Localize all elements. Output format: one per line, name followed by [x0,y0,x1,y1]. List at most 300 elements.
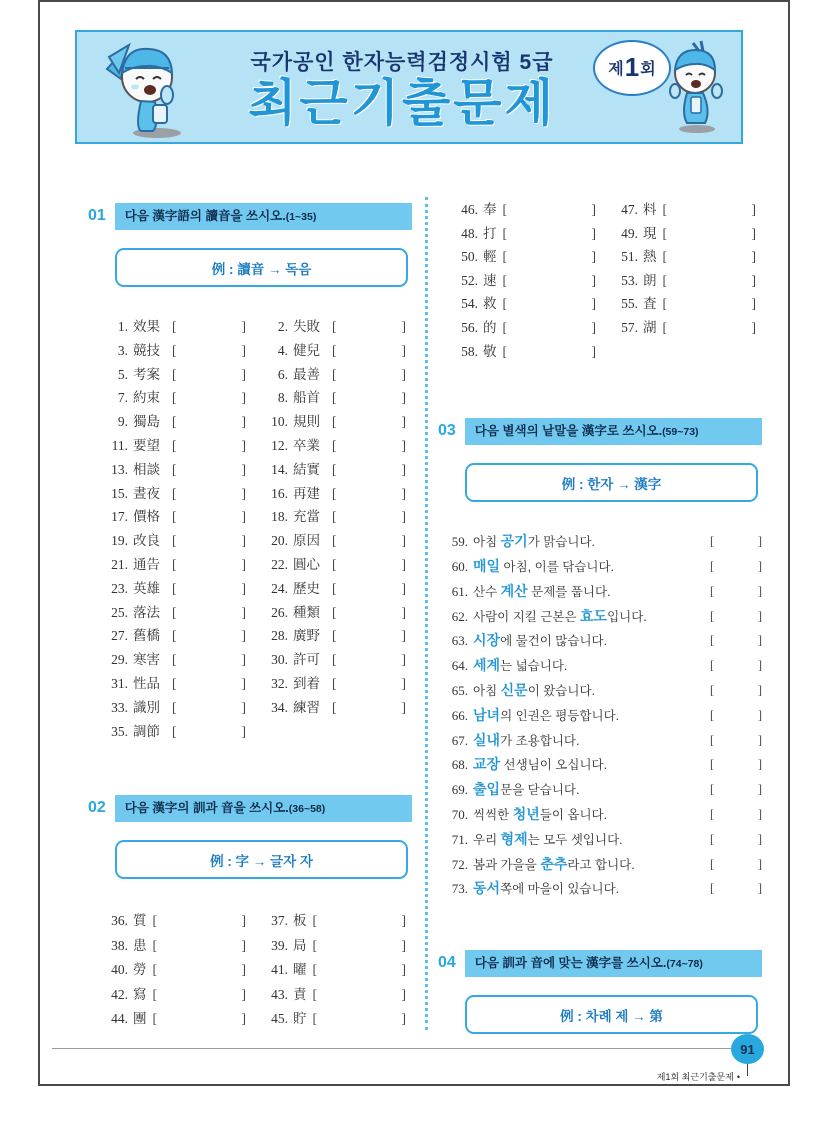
question-item [262,934,412,959]
sentence-text [473,753,710,778]
question-item [262,315,412,339]
question-number: 37. [271,913,288,929]
question-number: 35. [111,723,128,739]
question-number: 31. [111,675,128,691]
answer-brackets [172,363,246,387]
question-number: 18. [271,509,288,525]
sentence-item [444,803,762,828]
question-number: 34. [271,699,288,715]
answer-brackets [172,410,246,434]
answer-brackets [710,605,762,630]
hanja-char: 患 [133,937,147,953]
bracket-close: ] [241,580,246,596]
bracket-open: [ [332,461,337,477]
bracket-open: [ [710,633,715,648]
bracket-open: [ [710,608,715,623]
bracket-open: [ [710,583,715,598]
bracket-close: ] [241,1011,246,1027]
hanja-char: 曜 [293,962,307,978]
sentence-post: 들이 옵니다. [539,807,608,822]
footer-rule [52,1048,734,1049]
answer-brackets [332,648,406,672]
question-item [452,269,602,293]
bracket-open: [ [662,296,667,312]
sentence-post: 문을 닫습니다. [500,783,580,798]
question-number: 51. [621,249,638,265]
bracket-close: ] [241,390,246,406]
sentence-post: 가 조용합니다. [500,733,580,748]
answer-brackets [172,339,246,363]
question-number: 25. [111,604,128,620]
bracket-open: [ [332,652,337,668]
question-number: 47. [621,202,638,217]
bracket-open: [ [332,699,337,715]
section-01-header [88,203,412,230]
answer-brackets [332,386,406,410]
bracket-close: ] [241,699,246,715]
hanja-word: 英雄 [133,580,160,596]
bracket-close: ] [591,272,596,288]
sentence-post: 가 맑습니다. [527,535,596,550]
answer-brackets [710,654,762,679]
hanja-word: 落法 [133,604,160,620]
sentence-item [444,580,762,605]
question-number: 44. [111,1011,128,1027]
question-number: 9. [117,414,128,430]
hanja-word: 規則 [293,414,320,430]
question-item [262,458,412,482]
question-number: 57. [621,319,638,335]
sentence-post: 는 넓습니다. [500,659,568,674]
bracket-close: ] [751,202,756,217]
bracket-close: ] [757,856,762,871]
round-badge-number: 1 [624,52,640,82]
question-number: 16. [271,485,288,501]
bracket-open: [ [172,604,177,620]
bracket-close: ] [757,757,762,772]
sentence-pre: 씩씩한 [473,807,513,822]
highlighted-word: 교장 [473,756,501,773]
bracket-open: [ [332,437,337,453]
bracket-open: [ [332,366,337,382]
question-number: 54. [461,296,478,312]
question-item [102,577,252,601]
section-03-header [438,418,762,445]
sentence-text [473,654,710,679]
question-number: 3. [117,342,128,358]
right-column [438,195,762,1034]
bracket-open: [ [502,343,507,359]
question-item [452,222,602,246]
answer-brackets [172,672,246,696]
answer-brackets [503,316,597,340]
sentence-pre: 봄과 가을을 [473,857,541,872]
answer-brackets [332,553,406,577]
question-number: 39. [271,937,288,953]
bracket-close: ] [401,913,406,929]
question-item [102,1007,252,1032]
bracket-open: [ [172,461,177,477]
hanja-word: 練習 [293,699,320,715]
hanja-word: 健兒 [293,342,320,358]
question-number: 42. [111,986,128,1002]
answer-brackets [172,696,246,720]
question-number: 30. [271,652,288,668]
bracket-close: ] [401,1011,406,1027]
question-item [102,909,252,934]
bracket-open: [ [710,831,715,846]
bracket-close: ] [757,534,762,549]
answer-brackets [710,828,762,853]
bracket-close: ] [241,937,246,953]
bracket-open: [ [152,1011,157,1027]
question-number: 20. [271,533,288,549]
question-number: 15. [111,485,128,501]
sentence-post: 이 왔습니다. [527,683,596,698]
hanja-word: 性品 [133,675,160,691]
bracket-close: ] [401,937,406,953]
highlighted-word: 춘추 [540,855,568,872]
highlighted-word: 형제 [500,830,528,847]
bracket-open: [ [172,580,177,596]
bracket-close: ] [401,390,406,406]
bracket-open: [ [172,723,177,739]
question-list-1-35 [102,315,412,743]
hanja-char: 現 [643,225,657,241]
question-item [102,648,252,672]
question-item [262,434,412,458]
question-list-46-58 [452,198,762,363]
answer-brackets [153,909,247,934]
bracket-open: [ [710,558,715,573]
bracket-close: ] [241,913,246,929]
question-number: 69. [451,782,468,798]
bracket-open: [ [662,249,667,265]
sentence-item [444,605,762,630]
hanja-word: 舊橋 [133,628,160,644]
hanja-char: 寫 [133,986,147,1002]
bracket-open: [ [172,533,177,549]
question-number: 23. [111,580,128,596]
answer-brackets [332,624,406,648]
answer-brackets [710,753,762,778]
mascot-boy-left-icon [95,35,205,139]
bracket-open: [ [172,556,177,572]
section-04-title: 다음 訓과 音에 맞는 漢字를 쓰시오. [474,956,667,971]
answer-brackets [153,983,247,1008]
section-01-title-bar [115,203,412,230]
sentence-post: 라고 합니다. [567,857,635,872]
hanja-word: 結實 [293,461,320,477]
bracket-open: [ [332,580,337,596]
bracket-open: [ [172,675,177,691]
bracket-open: [ [172,414,177,430]
section-04-header [438,950,762,977]
question-number: 14. [271,461,288,477]
sentence-post: 입니다. [607,609,647,624]
hanja-char: 打 [483,225,497,241]
bracket-open: [ [172,628,177,644]
answer-brackets [332,672,406,696]
bracket-close: ] [757,633,762,648]
bracket-close: ] [241,437,246,453]
round-badge [593,40,671,96]
answer-brackets [172,458,246,482]
answer-brackets [313,1007,407,1032]
bracket-close: ] [241,461,246,477]
answer-brackets [172,386,246,410]
hanja-word: 效果 [133,319,160,334]
answer-brackets [710,877,762,902]
hanja-word: 船首 [293,390,320,406]
mascot-boy-right-icon [659,39,731,135]
section-03-number: 03 [438,422,456,440]
sentence-item [444,877,762,902]
sentence-text [473,580,710,605]
answer-brackets [503,292,597,316]
answer-brackets [663,292,757,316]
section-02-title-bar [115,795,412,822]
bracket-close: ] [751,296,756,312]
question-number: 60. [451,558,468,574]
answer-brackets [332,601,406,625]
bracket-open: [ [662,319,667,335]
hanja-char: 質 [133,913,147,929]
bracket-open: [ [312,937,317,953]
question-item [612,269,762,293]
sentence-post: 쪽에 마을이 있습니다. [500,882,620,897]
bracket-close: ] [401,962,406,978]
hanja-word: 要望 [133,437,160,453]
banner-text-block [205,46,659,129]
bracket-open: [ [332,414,337,430]
answer-brackets [172,315,246,339]
question-number: 5. [117,366,128,382]
question-number: 61. [451,583,468,599]
question-number: 48. [461,225,478,241]
question-number: 59. [451,534,468,550]
sentence-text [473,803,710,828]
hanja-char: 的 [483,319,497,335]
bracket-close: ] [241,675,246,691]
bracket-close: ] [401,509,406,525]
round-badge-pre: 제 [608,61,624,78]
answer-brackets [503,245,597,269]
bracket-close: ] [241,628,246,644]
section-03-range: (59~73) [662,426,699,439]
question-item [262,696,412,720]
bracket-open: [ [172,485,177,501]
question-number: 6. [277,366,288,382]
hanja-word: 許可 [293,652,320,668]
column-divider [425,197,428,1030]
question-item [102,434,252,458]
bracket-open: [ [152,937,157,953]
answer-brackets [663,198,757,222]
answer-brackets [153,1007,247,1032]
sentence-item [444,778,762,803]
answer-brackets [313,983,407,1008]
section-02-title: 다음 漢字의 訓과 音을 쓰시오. [124,801,289,816]
question-item [262,339,412,363]
answer-brackets [313,909,407,934]
highlighted-word: 공기 [500,533,528,550]
answer-brackets [153,934,247,959]
answer-brackets [503,269,597,293]
answer-brackets [172,577,246,601]
bracket-open: [ [662,225,667,241]
answer-brackets [172,505,246,529]
sentence-post: 의 인권은 평등합니다. [500,708,620,723]
bracket-close: ] [241,509,246,525]
question-number: 41. [271,962,288,978]
section-01-title: 다음 漢字語의 讀音을 쓰시오. [124,209,286,223]
question-item [262,386,412,410]
answer-brackets [710,580,762,605]
bracket-close: ] [401,699,406,715]
bracket-close: ] [757,682,762,697]
page-footer [52,1034,764,1084]
answer-brackets [332,315,406,339]
hanja-word: 再建 [293,485,320,501]
question-item [452,245,602,269]
bracket-open: [ [172,366,177,382]
question-item [262,909,412,934]
answer-brackets [172,529,246,553]
question-number: 53. [621,272,638,288]
bracket-close: ] [757,707,762,722]
hanja-word: 失敗 [293,319,320,334]
bracket-close: ] [241,652,246,668]
bracket-open: [ [172,437,177,453]
question-item [102,624,252,648]
question-number: 67. [451,732,468,748]
bracket-open: [ [710,782,715,797]
answer-brackets [710,853,762,878]
question-number: 71. [451,831,468,847]
hanja-word: 調節 [133,723,160,739]
bracket-open: [ [172,509,177,525]
hanja-word: 到着 [293,675,320,691]
hanja-word: 通告 [133,556,160,572]
hanja-char: 板 [293,913,307,929]
bracket-close: ] [591,343,596,359]
bracket-close: ] [401,628,406,644]
question-number: 27. [111,628,128,644]
highlighted-word: 출입 [473,781,501,798]
question-number: 8. [277,390,288,406]
answer-brackets [503,340,597,364]
bracket-open: [ [312,913,317,929]
sentence-text [473,704,710,729]
question-item [612,198,762,222]
question-item [262,553,412,577]
hanja-word: 充當 [293,509,320,525]
hanja-word: 圓心 [293,556,320,572]
hanja-word: 識別 [133,699,160,715]
hanja-word: 歷史 [293,580,320,596]
hanja-char: 奉 [483,202,497,217]
hanja-word: 最善 [293,366,320,382]
answer-brackets [172,553,246,577]
question-number: 28. [271,628,288,644]
sentence-text [473,629,710,654]
question-item [102,482,252,506]
question-number: 40. [111,962,128,978]
section-02-range: (36~58) [288,803,326,816]
hanja-char: 熱 [643,249,657,265]
question-number: 36. [111,913,128,929]
bracket-open: [ [312,962,317,978]
bracket-open: [ [332,628,337,644]
bracket-close: ] [591,319,596,335]
question-list-36-45 [102,909,412,1032]
question-item [102,672,252,696]
bracket-close: ] [591,202,596,217]
sentence-pre: 산수 [473,584,501,599]
sentence-item [444,704,762,729]
answer-brackets [172,434,246,458]
answer-brackets [332,339,406,363]
question-item [612,292,762,316]
question-number: 10. [271,414,288,430]
question-number: 1. [117,319,128,334]
bracket-close: ] [401,556,406,572]
bracket-open: [ [172,319,177,334]
answer-brackets [153,958,247,983]
answer-brackets [332,458,406,482]
bracket-close: ] [241,319,246,334]
hanja-word: 卒業 [293,437,320,453]
question-number: 21. [111,556,128,572]
question-number: 73. [451,881,468,897]
question-item [102,696,252,720]
bracket-close: ] [401,533,406,549]
bracket-close: ] [241,556,246,572]
bracket-close: ] [401,652,406,668]
question-item [452,292,602,316]
bracket-open: [ [332,509,337,525]
question-number: 62. [451,608,468,624]
bracket-open: [ [172,390,177,406]
hanja-word: 相談 [133,461,160,477]
bracket-close: ] [591,296,596,312]
bracket-close: ] [401,580,406,596]
hanja-char: 査 [643,296,657,312]
question-number: 49. [621,225,638,241]
bracket-open: [ [152,962,157,978]
answer-brackets [710,629,762,654]
question-item [102,410,252,434]
highlighted-word: 청년 [512,805,540,822]
answer-brackets [663,269,757,293]
bracket-close: ] [401,461,406,477]
sentence-list-59-73 [444,530,762,902]
sentence-post: 문제를 풉니다. [527,584,611,599]
answer-brackets [710,704,762,729]
sentence-item [444,654,762,679]
bracket-close: ] [401,986,406,1002]
bracket-close: ] [591,249,596,265]
bracket-open: [ [152,913,157,929]
question-item [102,553,252,577]
question-item [612,316,762,340]
bracket-open: [ [332,390,337,406]
bracket-close: ] [241,962,246,978]
answer-brackets [503,198,597,222]
sentence-item [444,729,762,754]
highlighted-word: 시장 [473,632,501,649]
